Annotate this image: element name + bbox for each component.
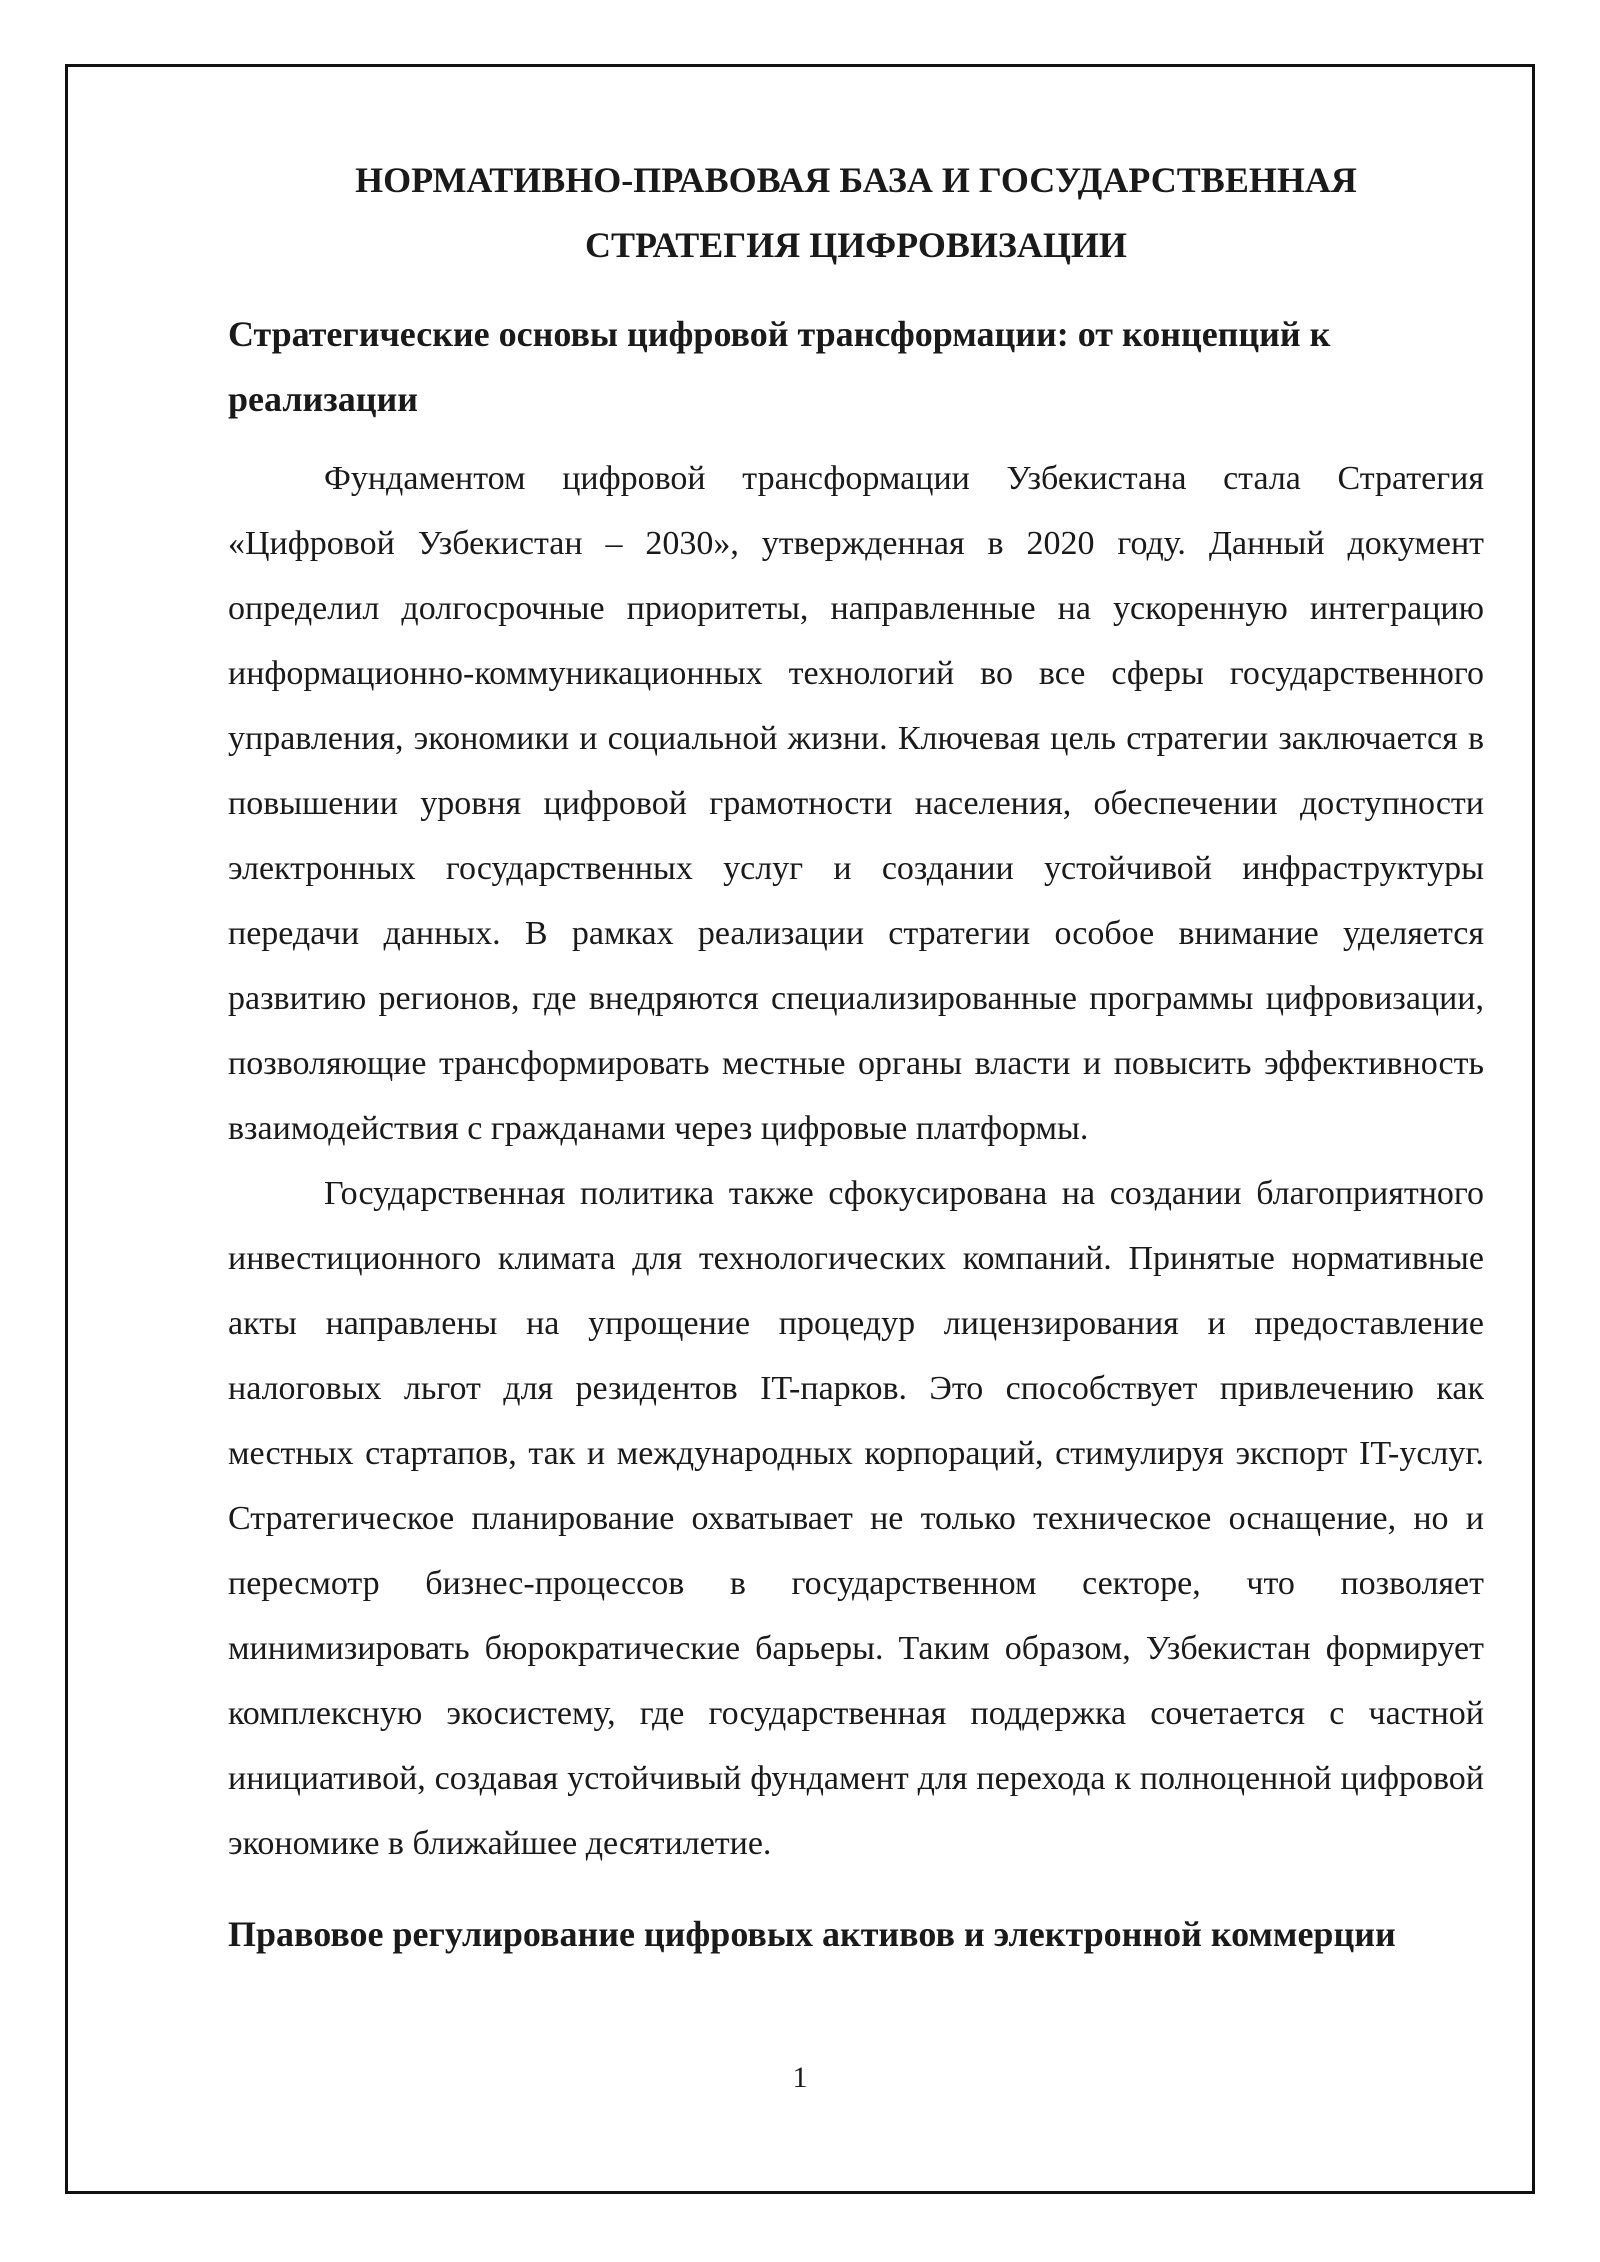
- document-title: [228, 148, 1484, 278]
- document-title-line-2: СТРАТЕГИЯ ЦИФРОВИЗАЦИИ: [585, 225, 1127, 265]
- section-heading-legal-regulation: Правовое регулирование цифровых активов и электронной коммерции: [228, 1914, 1396, 1954]
- document-title-line-1: НОРМАТИВНО-ПРАВОВАЯ БАЗА И ГОСУДАРСТВЕННАЯ: [355, 160, 1357, 200]
- body-paragraph-1: Фундаментом цифровой трансформации Узбекистана стала Стратегия «Цифровой Узбекистан – 2030», утвержденная в 2020 году. Данный документ определил долгосрочные приоритеты, направленные на ускоренную интеграцию информационно-коммуникационных технологий во все сферы государственного управления, экономики и социальной жизни. Ключевая цель стратегии заключается в повышении уровня цифровой грамотности населения, обеспечении доступности электронных государственных услуг и создании устойчивой инфраструктуры передачи данных. В рамках реализации стратегии особое внимание уделяется развитию регионов, где внедряются специализированные программы цифровизации, позволяющие трансформировать местные органы власти и повысить эффективность взаимодействия с гражданами через цифровые платформы.: [228, 460, 1484, 1147]
- page-number: 1: [792, 2061, 808, 2094]
- body-paragraph-2: Государственная политика также сфокусирована на создании благоприятного инвестиционного климата для технологических компаний. Принятые нормативные акты направлены на упрощение процедур лицензирования и предоставление налоговых льгот для резидентов IT-парков. Это способствует привлечению как местных стартапов, так и международных корпораций, стимулируя экспорт IT-услуг. Стратегическое планирование охватывает не только техническое оснащение, но и пересмотр бизнес-процессов в государственном секторе, что позволяет минимизировать бюрократические барьеры. Таким образом, Узбекистан формирует комплексную экосистему, где государственная поддержка сочетается с частной инициативой, создавая устойчивый фундамент для перехода к полноценной цифровой экономике в ближайшее десятилетие.: [228, 1175, 1484, 1862]
- section-heading-strategic-foundations: Стратегические основы цифровой трансформации: от концепций к реализации: [228, 314, 1331, 419]
- document-body: [228, 148, 1484, 1967]
